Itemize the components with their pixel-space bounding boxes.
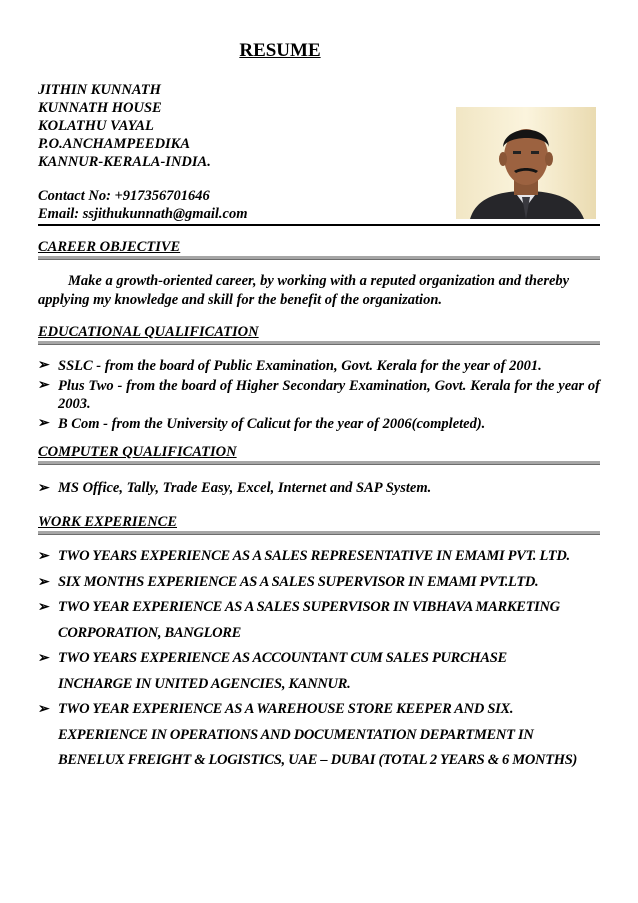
address-line: KUNNATH HOUSE — [38, 100, 162, 116]
list-item: ➢ MS Office, Tally, Trade Easy, Excel, Internet and SAP System. — [38, 480, 432, 496]
bullet-arrow-icon: ➢ — [38, 574, 50, 590]
contact-block — [38, 187, 248, 223]
contact-phone: Contact No: +917356701646 — [38, 188, 210, 204]
list-item: ➢ TWO YEAR EXPERIENCE AS A SALES SUPERVISOR IN VIBHAVA MARKETING CORPORATION, BANGLORE — [38, 595, 578, 646]
bullet-arrow-icon: ➢ — [38, 651, 50, 666]
list-item: ➢ TWO YEAR EXPERIENCE AS A WAREHOUSE STORE KEEPER AND SIX. EXPERIENCE IN OPERATIONS AND DOCUMENTATION DEPARTMENT IN BENELUX FREIGHT & LOGISTICS, UAE – DUBAI (TOTAL 2 YEARS & 6 MONTHS) — [38, 697, 578, 774]
work-experience-heading — [38, 514, 600, 531]
education-list — [38, 357, 600, 435]
section-heading: WORK EXPERIENCE — [38, 514, 178, 530]
computer-qualification-heading — [38, 444, 600, 461]
address-line: P.O.ANCHAMPEEDIKA — [38, 136, 191, 152]
list-item: ➢ SSLC - from the board of Public Examination, Govt. Kerala for the year of 2001. — [38, 358, 542, 374]
objective-line: applying my knowledge and skill for the benefit of the organization. — [38, 292, 443, 308]
bullet-arrow-icon: ➢ — [38, 481, 50, 496]
bullet-arrow-icon: ➢ — [38, 358, 50, 373]
bullet-arrow-icon: ➢ — [38, 702, 50, 717]
section-heading: CAREER OBJECTIVE — [38, 239, 181, 255]
list-item: ➢ B Com - from the University of Calicut for the year of 2006(completed). — [38, 416, 486, 432]
career-objective-heading — [38, 239, 600, 256]
address-line: KOLATHU VAYAL — [38, 118, 154, 134]
section-divider — [38, 461, 600, 465]
list-item: ➢ SIX MONTHS EXPERIENCE AS A SALES SUPERVISOR IN EMAMI PVT.LTD. — [38, 570, 578, 596]
profile-photo — [456, 107, 596, 219]
section-heading: COMPUTER QUALIFICATION — [38, 444, 237, 460]
objective-line: Make a growth-oriented career, by working with a reputed organization and thereby — [68, 273, 570, 289]
education-heading — [38, 324, 600, 341]
work-list — [38, 544, 578, 774]
bullet-arrow-icon: ➢ — [38, 600, 50, 615]
section-divider — [38, 256, 600, 260]
candidate-name: JITHIN KUNNATH — [38, 82, 161, 98]
section-divider — [38, 531, 600, 535]
bullet-arrow-icon: ➢ — [38, 416, 50, 431]
section-divider — [38, 341, 600, 345]
address-block — [38, 81, 211, 171]
list-item: ➢ Plus Two - from the board of Higher Secondary Examination, Govt. Kerala for the year of 2003. — [38, 378, 600, 412]
list-item: ➢ TWO YEARS EXPERIENCE AS ACCOUNTANT CUM SALES PURCHASE INCHARGE IN UNITED AGENCIES, KANNUR. — [38, 646, 578, 697]
contact-email: Email: ssjithukunnath@gmail.com — [38, 206, 248, 222]
bullet-arrow-icon: ➢ — [38, 378, 50, 393]
list-item: ➢ TWO YEARS EXPERIENCE AS A SALES REPRESENTATIVE IN EMAMI PVT. LTD. — [38, 544, 578, 570]
computer-list — [38, 480, 600, 497]
section-heading: EDUCATIONAL QUALIFICATION — [38, 324, 259, 340]
bullet-arrow-icon: ➢ — [38, 549, 50, 564]
career-objective-text — [38, 272, 600, 310]
profile-photo-image — [456, 107, 596, 219]
resume-title: RESUME — [239, 40, 321, 61]
header-divider — [38, 224, 600, 226]
address-line: KANNUR-KERALA-INDIA. — [38, 154, 211, 170]
